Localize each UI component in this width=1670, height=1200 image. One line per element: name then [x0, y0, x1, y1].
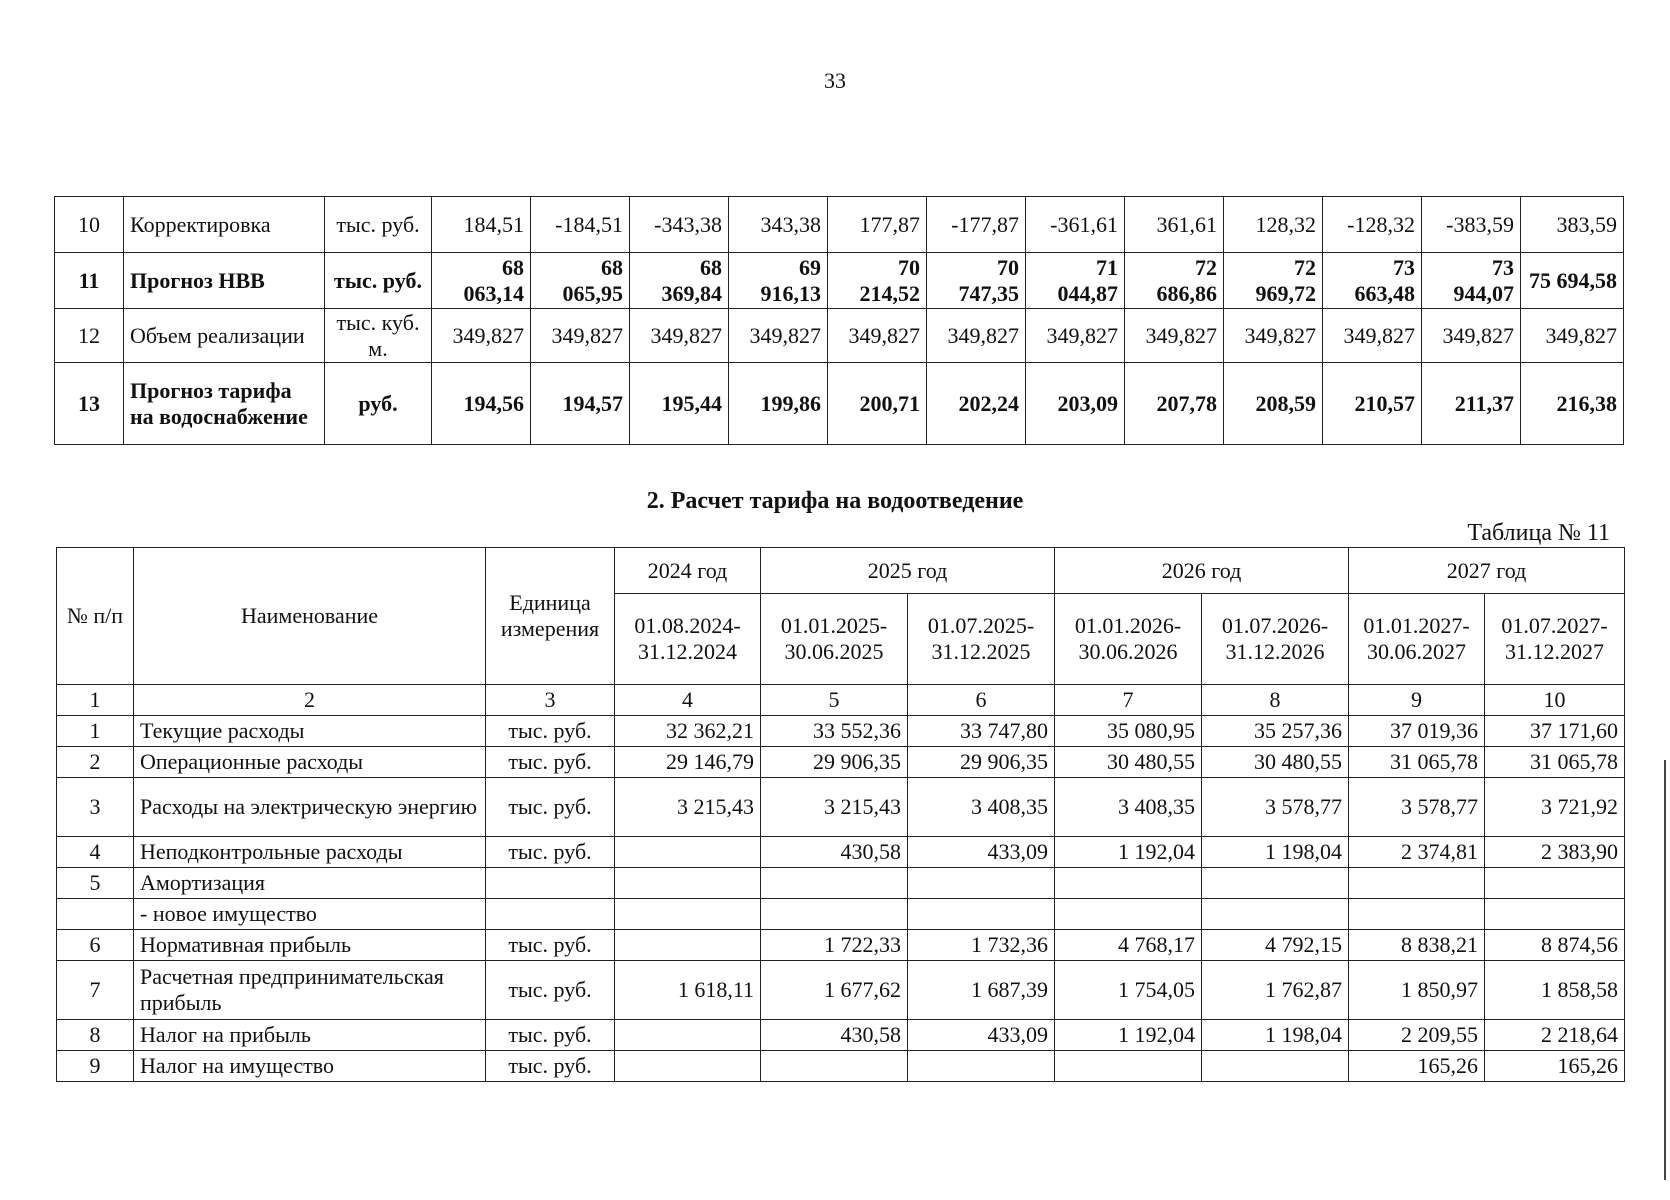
row-number: 7 [57, 961, 134, 1020]
value-cell: 349,827 [531, 309, 630, 363]
value-cell: 2 383,90 [1485, 837, 1625, 868]
value-cell: 73 944,07 [1422, 253, 1521, 309]
value-cell: 1 762,87 [1202, 961, 1349, 1020]
row-unit: тыс. руб. [486, 837, 615, 868]
value-cell [1349, 868, 1485, 899]
column-number: 3 [486, 685, 615, 716]
value-cell [1202, 899, 1349, 930]
value-cell: 3 578,77 [1202, 778, 1349, 837]
wastewater-tariff-table [56, 547, 1625, 1082]
row-unit: руб. [325, 363, 432, 445]
row-unit [486, 868, 615, 899]
value-cell: 70 747,35 [927, 253, 1026, 309]
value-cell: 3 215,43 [761, 778, 908, 837]
value-cell: 343,38 [729, 197, 828, 253]
table-row [57, 747, 1625, 778]
value-cell: 430,58 [761, 837, 908, 868]
header-period: 01.01.2025-30.06.2025 [761, 594, 908, 685]
row-number: 13 [55, 363, 124, 445]
value-cell: 30 480,55 [1202, 747, 1349, 778]
row-number: 12 [55, 309, 124, 363]
column-number: 9 [1349, 685, 1485, 716]
value-cell [615, 837, 761, 868]
value-cell: 1 192,04 [1055, 1020, 1202, 1051]
row-unit: тыс. руб. [486, 1051, 615, 1082]
value-cell: 69 916,13 [729, 253, 828, 309]
row-number: 10 [55, 197, 124, 253]
column-number: 5 [761, 685, 908, 716]
value-cell: 349,827 [1521, 309, 1624, 363]
row-number [57, 899, 134, 930]
table-row [57, 1051, 1625, 1082]
value-cell: 349,827 [828, 309, 927, 363]
value-cell: -128,32 [1323, 197, 1422, 253]
value-cell: 29 906,35 [761, 747, 908, 778]
value-cell [761, 899, 908, 930]
value-cell [1055, 868, 1202, 899]
value-cell: 349,827 [1125, 309, 1224, 363]
value-cell: 3 408,35 [1055, 778, 1202, 837]
value-cell: -361,61 [1026, 197, 1125, 253]
header-period: 01.07.2026-31.12.2026 [1202, 594, 1349, 685]
value-cell [615, 930, 761, 961]
row-number: 1 [57, 716, 134, 747]
header-period: 01.01.2027-30.06.2027 [1349, 594, 1485, 685]
value-cell: 349,827 [1323, 309, 1422, 363]
row-number: 5 [57, 868, 134, 899]
value-cell: 349,827 [729, 309, 828, 363]
value-cell: 210,57 [1323, 363, 1422, 445]
value-cell: 199,86 [729, 363, 828, 445]
value-cell [615, 1020, 761, 1051]
row-name: Амортизация [134, 868, 486, 899]
value-cell: 32 362,21 [615, 716, 761, 747]
row-number: 2 [57, 747, 134, 778]
value-cell: 430,58 [761, 1020, 908, 1051]
table-row [57, 1020, 1625, 1051]
value-cell: 1 858,58 [1485, 961, 1625, 1020]
value-cell: 37 019,36 [1349, 716, 1485, 747]
value-cell: 70 214,52 [828, 253, 927, 309]
value-cell: 31 065,78 [1485, 747, 1625, 778]
value-cell: 383,59 [1521, 197, 1624, 253]
table-row [57, 961, 1625, 1020]
value-cell: 349,827 [630, 309, 729, 363]
value-cell: -343,38 [630, 197, 729, 253]
value-cell: 1 687,39 [908, 961, 1055, 1020]
row-name: Операционные расходы [134, 747, 486, 778]
value-cell: 1 732,36 [908, 930, 1055, 961]
header-period: 01.07.2025-31.12.2025 [908, 594, 1055, 685]
value-cell: 68 063,14 [432, 253, 531, 309]
row-name: - новое имущество [134, 899, 486, 930]
value-cell: 1 198,04 [1202, 1020, 1349, 1051]
value-cell [1485, 899, 1625, 930]
value-cell: 1 677,62 [761, 961, 908, 1020]
row-unit: тыс. руб. [325, 253, 432, 309]
row-name: Налог на имущество [134, 1051, 486, 1082]
header-period: 01.08.2024-31.12.2024 [615, 594, 761, 685]
column-number: 2 [134, 685, 486, 716]
value-cell: 1 618,11 [615, 961, 761, 1020]
value-cell: 165,26 [1485, 1051, 1625, 1082]
value-cell: 216,38 [1521, 363, 1624, 445]
row-unit: тыс. куб. м. [325, 309, 432, 363]
value-cell: 4 768,17 [1055, 930, 1202, 961]
value-cell: 349,827 [927, 309, 1026, 363]
row-name: Прогноз тарифа на водоснабжение [124, 363, 325, 445]
value-cell: 71 044,87 [1026, 253, 1125, 309]
value-cell: 177,87 [828, 197, 927, 253]
value-cell: 2 209,55 [1349, 1020, 1485, 1051]
row-unit: тыс. руб. [486, 747, 615, 778]
value-cell [1055, 1051, 1202, 1082]
table-row [55, 197, 1624, 253]
row-number: 3 [57, 778, 134, 837]
value-cell: 349,827 [432, 309, 531, 363]
row-unit [486, 899, 615, 930]
value-cell: 200,71 [828, 363, 927, 445]
row-unit: тыс. руб. [486, 778, 615, 837]
value-cell: 1 198,04 [1202, 837, 1349, 868]
column-number: 8 [1202, 685, 1349, 716]
value-cell: 349,827 [1224, 309, 1323, 363]
value-cell: 8 838,21 [1349, 930, 1485, 961]
value-cell [615, 868, 761, 899]
value-cell [761, 868, 908, 899]
row-number: 8 [57, 1020, 134, 1051]
header-name: Наименование [134, 548, 486, 685]
value-cell [908, 899, 1055, 930]
row-unit: тыс. руб. [486, 930, 615, 961]
header-year-2027: 2027 год [1349, 548, 1625, 594]
value-cell [761, 1051, 908, 1082]
value-cell: 128,32 [1224, 197, 1323, 253]
value-cell: -383,59 [1422, 197, 1521, 253]
value-cell: 207,78 [1125, 363, 1224, 445]
value-cell: 361,61 [1125, 197, 1224, 253]
value-cell: 75 694,58 [1521, 253, 1624, 309]
value-cell: 184,51 [432, 197, 531, 253]
value-cell [1202, 1051, 1349, 1082]
value-cell [1055, 899, 1202, 930]
value-cell: 29 906,35 [908, 747, 1055, 778]
column-number: 7 [1055, 685, 1202, 716]
row-name: Неподконтрольные расходы [134, 837, 486, 868]
row-number: 6 [57, 930, 134, 961]
row-name: Расчетная предпринимательская прибыль [134, 961, 486, 1020]
header-year-2025: 2025 год [761, 548, 1055, 594]
table-row [55, 363, 1624, 445]
value-cell [1349, 899, 1485, 930]
row-unit: тыс. руб. [486, 716, 615, 747]
value-cell: -177,87 [927, 197, 1026, 253]
value-cell [908, 1051, 1055, 1082]
value-cell: 3 215,43 [615, 778, 761, 837]
row-name: Налог на прибыль [134, 1020, 486, 1051]
row-name: Нормативная прибыль [134, 930, 486, 961]
value-cell: 33 747,80 [908, 716, 1055, 747]
row-unit: тыс. руб. [325, 197, 432, 253]
table-row [57, 868, 1625, 899]
column-number: 6 [908, 685, 1055, 716]
value-cell: 349,827 [1026, 309, 1125, 363]
value-cell: 165,26 [1349, 1051, 1485, 1082]
row-name: Текущие расходы [134, 716, 486, 747]
row-number: 4 [57, 837, 134, 868]
value-cell: 3 408,35 [908, 778, 1055, 837]
value-cell: 1 722,33 [761, 930, 908, 961]
header-unit: Единица измерения [486, 548, 615, 685]
table-row [57, 778, 1625, 837]
continued-water-supply-table [54, 196, 1624, 445]
value-cell: 3 578,77 [1349, 778, 1485, 837]
value-cell: 30 480,55 [1055, 747, 1202, 778]
value-cell: 72 686,86 [1125, 253, 1224, 309]
value-cell [615, 1051, 761, 1082]
value-cell: 4 792,15 [1202, 930, 1349, 961]
header-year-2024: 2024 год [615, 548, 761, 594]
value-cell: 68 065,95 [531, 253, 630, 309]
table-row [57, 899, 1625, 930]
value-cell: 1 754,05 [1055, 961, 1202, 1020]
value-cell: 349,827 [1422, 309, 1521, 363]
value-cell [1202, 868, 1349, 899]
row-name: Расходы на электрическую энергию [134, 778, 486, 837]
column-number: 1 [57, 685, 134, 716]
page-number: 33 [824, 68, 846, 93]
value-cell: 433,09 [908, 1020, 1055, 1051]
value-cell: 194,56 [432, 363, 531, 445]
header-period: 01.07.2027-31.12.2027 [1485, 594, 1625, 685]
value-cell: 31 065,78 [1349, 747, 1485, 778]
value-cell: 8 874,56 [1485, 930, 1625, 961]
value-cell [1485, 868, 1625, 899]
table-number-label: Таблица № 11 [1467, 520, 1610, 546]
value-cell: 433,09 [908, 837, 1055, 868]
row-name: Корректировка [124, 197, 325, 253]
value-cell: 33 552,36 [761, 716, 908, 747]
row-unit: тыс. руб. [486, 1020, 615, 1051]
value-cell: 195,44 [630, 363, 729, 445]
table-row [57, 837, 1625, 868]
row-name: Прогноз НВВ [124, 253, 325, 309]
row-unit: тыс. руб. [486, 961, 615, 1020]
column-number: 4 [615, 685, 761, 716]
table-row [57, 716, 1625, 747]
table-row [55, 253, 1624, 309]
row-number: 9 [57, 1051, 134, 1082]
value-cell: 1 850,97 [1349, 961, 1485, 1020]
header-year-2026: 2026 год [1055, 548, 1349, 594]
value-cell: 203,09 [1026, 363, 1125, 445]
value-cell: 211,37 [1422, 363, 1521, 445]
row-number: 11 [55, 253, 124, 309]
value-cell: 202,24 [927, 363, 1026, 445]
value-cell: 2 218,64 [1485, 1020, 1625, 1051]
value-cell [615, 899, 761, 930]
value-cell: 35 080,95 [1055, 716, 1202, 747]
value-cell: 29 146,79 [615, 747, 761, 778]
section-title: 2. Расчет тарифа на водоотведение [646, 488, 1024, 514]
table-row [57, 930, 1625, 961]
value-cell: 35 257,36 [1202, 716, 1349, 747]
value-cell: -184,51 [531, 197, 630, 253]
value-cell: 68 369,84 [630, 253, 729, 309]
table-row [55, 309, 1624, 363]
scan-edge-line [1664, 760, 1666, 1180]
value-cell: 208,59 [1224, 363, 1323, 445]
value-cell: 37 171,60 [1485, 716, 1625, 747]
header-num: № п/п [57, 548, 134, 685]
header-period: 01.01.2026-30.06.2026 [1055, 594, 1202, 685]
column-number: 10 [1485, 685, 1625, 716]
value-cell: 73 663,48 [1323, 253, 1422, 309]
value-cell: 72 969,72 [1224, 253, 1323, 309]
row-name: Объем реализации [124, 309, 325, 363]
value-cell: 3 721,92 [1485, 778, 1625, 837]
value-cell [908, 868, 1055, 899]
value-cell: 194,57 [531, 363, 630, 445]
value-cell: 1 192,04 [1055, 837, 1202, 868]
value-cell: 2 374,81 [1349, 837, 1485, 868]
